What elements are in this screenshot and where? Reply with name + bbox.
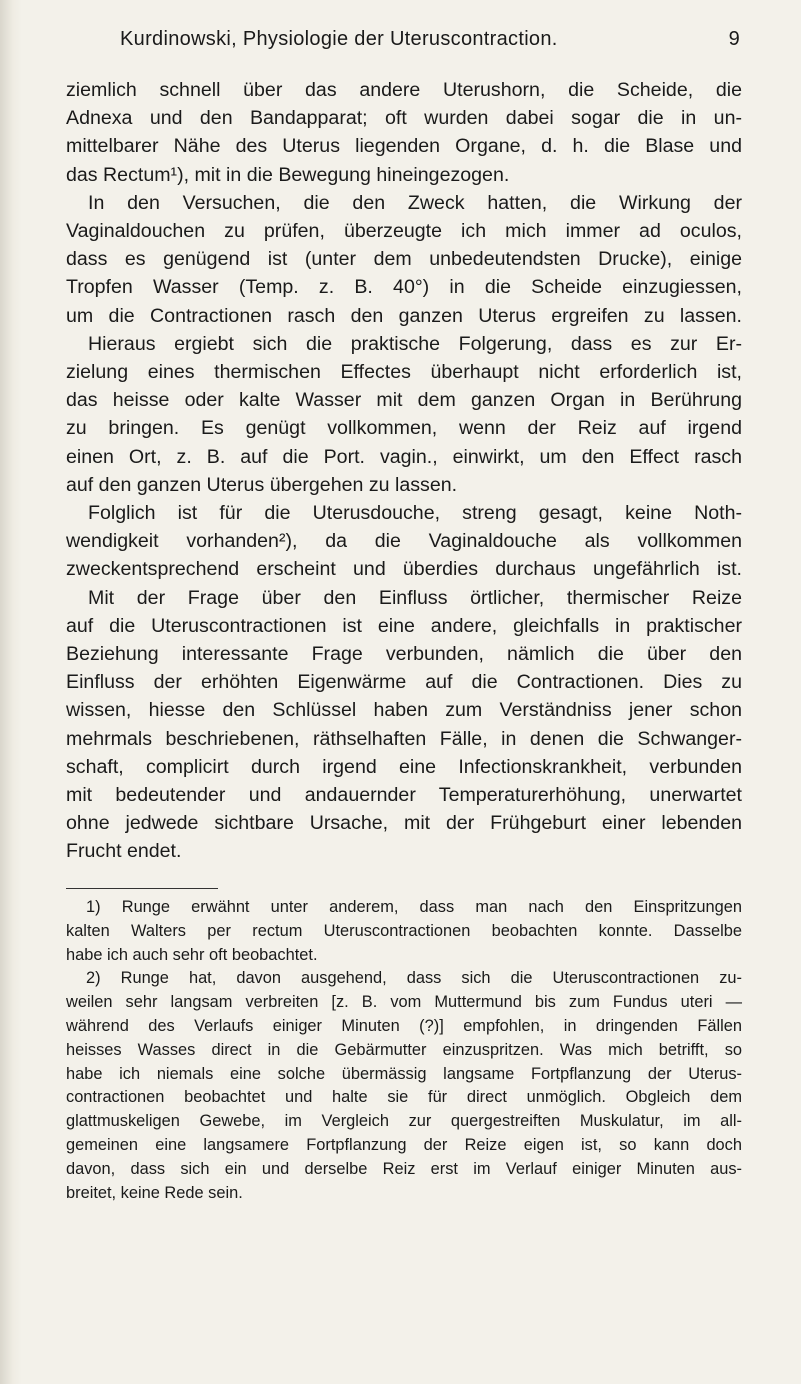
text-line: wissen, hiesse den Schlüssel haben zum Verständniss jener schon [66, 699, 742, 722]
text-line: mehrmals beschriebenen, räthselhaften Fälle, in denen die Schwanger- [66, 727, 742, 750]
text-line: Hieraus ergiebt sich die praktische Folgerung, dass es zur Er- [88, 332, 742, 355]
text-line: um die Contractionen rasch den ganzen Uterus ergreifen zu lassen. [66, 304, 742, 327]
footnote-line: kalten Walters per rectum Uteruscontractionen beobachten konnte. Dasselbe [66, 921, 742, 940]
text-line: auf den ganzen Uterus übergehen zu lassen. [66, 473, 458, 496]
text-line: auf die Uteruscontractionen ist eine andere, gleichfalls in praktischer [66, 614, 742, 637]
footnote-line: contractionen beobachtet und halte sie für direct unmöglich. Obgleich dem [66, 1088, 742, 1107]
footnote-line: habe ich niemals eine solche übermässig langsame Fortpflanzung der Uterus- [66, 1064, 742, 1083]
text-line: zweckentsprechend erscheint und überdies durchaus ungefährlich ist. [66, 558, 742, 581]
text-line: Mit der Frage über den Einfluss örtlicher, thermischer Reize [88, 586, 742, 609]
text-line: In den Versuchen, die den Zweck hatten, die Wirkung der [88, 191, 742, 214]
text-line: Vaginaldouchen zu prüfen, überzeugte ich mich immer ad oculos, [66, 220, 742, 243]
text-line: zielung eines thermischen Effectes überhaupt nicht erforderlich ist, [66, 361, 742, 384]
text-line: das heisse oder kalte Wasser mit dem ganzen Organ in Berührung [66, 389, 742, 412]
text-line: Folglich ist für die Uterusdouche, streng gesagt, keine Noth- [88, 502, 742, 525]
footnote-line: glattmuskeligen Gewebe, im Vergleich zur quergestreiften Muskulatur, im all- [66, 1112, 742, 1131]
running-header [120, 28, 740, 58]
text-line: Frucht endet. [66, 840, 182, 863]
footnote-line: breitet, keine Rede sein. [66, 1183, 243, 1202]
footnote-line: gemeinen eine langsamere Fortpflanzung der Reize eigen ist, so kann doch [66, 1135, 742, 1154]
footnote-line: während des Verlaufs einiger Minuten (?)] empfohlen, in dringenden Fällen [66, 1016, 742, 1035]
text-line: wendigkeit vorhanden²), da die Vaginaldouche als vollkommen [66, 530, 742, 553]
footnote-2 [66, 967, 742, 1205]
footnote-divider [66, 888, 218, 889]
page-number: 9 [728, 28, 740, 50]
text-line: Beziehung interessante Frage verbunden, nämlich die über den [66, 643, 742, 666]
footnote-line: davon, dass sich ein und derselbe Reiz erst im Verlauf einiger Minuten aus- [66, 1159, 742, 1178]
footnote-line: 2) Runge hat, davon ausgehend, dass sich die Uteruscontractionen zu- [86, 969, 742, 988]
footnote-line: habe ich auch sehr oft beobachtet. [66, 945, 318, 964]
paragraph-3 [66, 499, 742, 866]
footnotes [66, 896, 742, 1205]
paragraph-2 [66, 189, 742, 499]
text-line: Einfluss der erhöhten Eigenwärme auf die Contractionen. Dies zu [66, 671, 742, 694]
text-line: das Rectum¹), mit in die Bewegung hineingezogen. [66, 163, 510, 186]
text-line: ohne jedwede sichtbare Ursache, mit der Frühgeburt einer lebenden [66, 812, 742, 835]
text-line: Adnexa und den Bandapparat; oft wurden dabei sogar die in un- [66, 107, 742, 130]
text-line: einen Ort, z. B. auf die Port. vagin., einwirkt, um den Effect rasch [66, 445, 742, 468]
text-line: ziemlich schnell über das andere Uterushorn, die Scheide, die [66, 79, 742, 101]
footnote-1 [66, 896, 742, 967]
text-line: mit bedeutender und andauernder Temperaturerhöhung, unerwartet [66, 784, 742, 807]
text-line: Tropfen Wasser (Temp. z. B. 40°) in die Scheide einzugiessen, [66, 276, 742, 299]
text-line: mittelbarer Nähe des Uterus liegenden Organe, d. h. die Blase und [66, 135, 742, 158]
main-text [66, 76, 742, 866]
footnote-line: 1) Runge erwähnt unter anderem, dass man nach den Einspritzungen [86, 898, 742, 916]
footnote-line: heisses Wasses direct in die Gebärmutter einzuspritzen. Was mich betrifft, so [66, 1040, 742, 1059]
paragraph-1 [66, 76, 742, 189]
text-line: zu bringen. Es genügt vollkommen, wenn der Reiz auf irgend [66, 417, 742, 440]
footnote-line: weilen sehr langsam verbreiten [z. B. vom Muttermund bis zum Fundus uteri — [66, 993, 742, 1012]
text-line: schaft, complicirt durch irgend eine Infectionskrankheit, verbunden [66, 755, 742, 778]
text-line: dass es genügend ist (unter dem unbedeutendsten Drucke), einige [66, 248, 742, 271]
running-title: Kurdinowski, Physiologie der Uteruscontraction. [120, 28, 558, 50]
page-edge-shadow [0, 0, 22, 1384]
